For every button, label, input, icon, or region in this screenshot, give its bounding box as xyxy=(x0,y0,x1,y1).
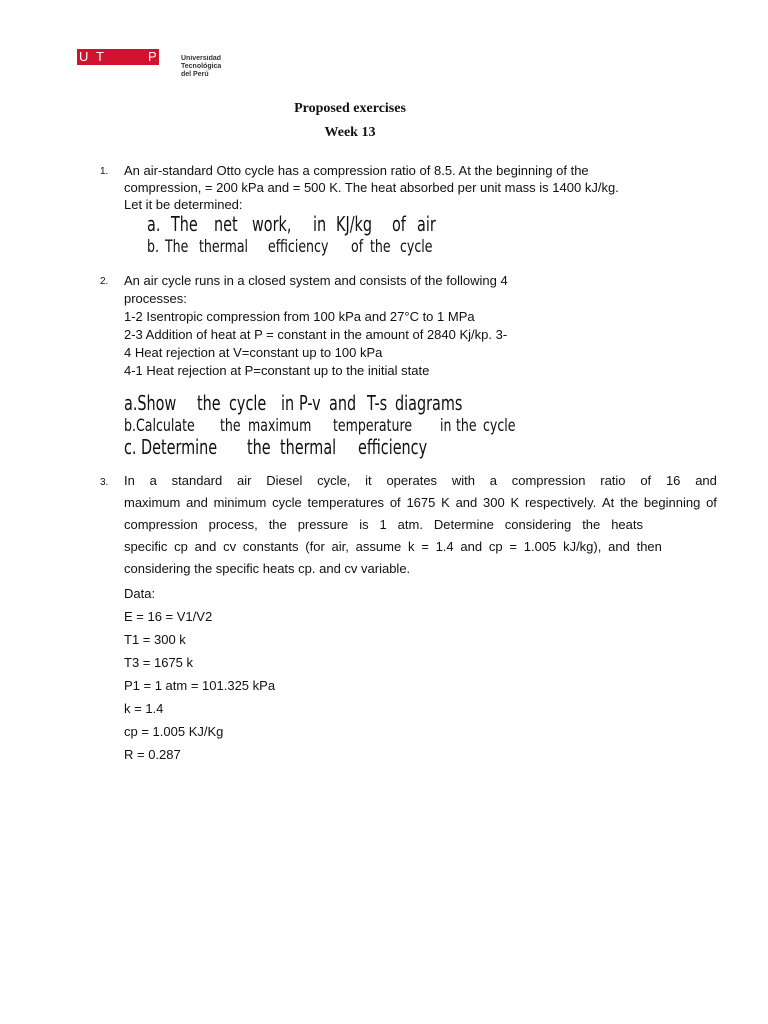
word: c. xyxy=(124,435,137,459)
word: then xyxy=(636,539,662,554)
logo-letter-t: T xyxy=(96,49,104,64)
word: assume xyxy=(355,539,402,554)
word: ratio xyxy=(600,473,626,488)
word: and xyxy=(329,391,357,415)
exercise-2-item-c xyxy=(124,435,428,459)
word: cycle xyxy=(229,391,267,415)
word: 16 xyxy=(665,473,681,488)
word: pressure xyxy=(297,517,349,532)
word: of xyxy=(351,237,364,257)
word: temperature xyxy=(333,416,413,436)
word: the xyxy=(620,495,639,510)
word: and xyxy=(186,495,208,510)
word: and xyxy=(194,539,217,554)
word: At xyxy=(602,495,615,510)
word: a xyxy=(489,473,497,488)
exercise-1-number: 1. xyxy=(100,166,109,177)
word: maximum xyxy=(124,495,181,510)
word: the xyxy=(247,435,271,459)
word: cycle xyxy=(272,495,302,510)
word: beginning xyxy=(643,495,701,510)
word: 1.4 xyxy=(435,539,454,554)
word: 1675 xyxy=(406,495,436,510)
data-item: R = 0.287 xyxy=(124,747,181,762)
data-item: k = 1.4 xyxy=(124,701,164,716)
exercise-2-number: 2. xyxy=(100,276,109,287)
word: air xyxy=(416,212,436,236)
word: and xyxy=(608,539,630,554)
word: = xyxy=(421,539,429,554)
word: the xyxy=(455,416,477,436)
word: it xyxy=(365,473,372,488)
logo-letter-p: P xyxy=(148,49,157,64)
word: of xyxy=(392,212,406,236)
word: and xyxy=(460,539,483,554)
word: of xyxy=(640,473,652,488)
word: cp xyxy=(174,539,188,554)
word: compression xyxy=(511,473,586,488)
word: Diesel xyxy=(266,473,303,488)
word: operates xyxy=(386,473,438,488)
word: efficiency xyxy=(357,435,428,459)
word: air, xyxy=(331,539,349,554)
word: the xyxy=(219,416,241,436)
word: a. xyxy=(147,212,161,236)
word: k xyxy=(407,539,415,554)
word: thermal xyxy=(199,237,249,257)
word: maximum xyxy=(247,416,311,436)
exercise-2-text: An air cycle runs in a closed system and consists of the following 4 processes: 1-2 Isentropic compression from 100 kPa and 27°C to 1 MPa 2-3 Addition of heat at P = constant in the amount of 2840 Kj/kp. 3- 4 Heat rejection at V=constant up to 100 kPa 4-1 Heat rejection at P=constant up to the initial state xyxy=(124,273,508,378)
word: T-s xyxy=(367,391,388,415)
word: 1 xyxy=(379,517,387,532)
word: KJ/kg xyxy=(336,212,373,236)
word: atm. xyxy=(397,517,423,532)
data-heading: Data: xyxy=(124,586,156,601)
word: The xyxy=(171,212,198,236)
word: considering xyxy=(504,517,572,532)
word: air xyxy=(237,473,252,488)
data-item: T1 = 300 k xyxy=(124,632,186,647)
exercise-3-data xyxy=(124,582,275,766)
exercise-2-item-a xyxy=(124,393,484,413)
exercise-1-item-a xyxy=(147,214,443,234)
word: heats xyxy=(611,517,643,532)
word: Determine xyxy=(141,435,218,459)
word: the xyxy=(196,391,221,415)
word: cv xyxy=(223,539,237,554)
word: minimum xyxy=(213,495,267,510)
exercise-1-item-b xyxy=(147,237,444,257)
word: a.Show xyxy=(124,391,177,415)
word: kJ/kg), xyxy=(563,539,602,554)
word: cp xyxy=(488,539,503,554)
word: process, xyxy=(208,517,258,532)
word: temperatures xyxy=(307,495,385,510)
data-item: T3 = 1675 k xyxy=(124,655,194,670)
word: in xyxy=(312,212,326,236)
word: work, xyxy=(252,212,292,236)
exercise-3-text: In a standard air Diesel cycle, it operates with a compression ratio of 16 and maximum and minimum cycle temperatures of 1675 K and 300 K respectively. At the beginning of compression process, the pressure is 1 atm. Determine considering the heats specific cp and cv constants (for air, assume k = 1.4 and cp = 1.005 kJ/kg), and then considering the specific heats cp. and cv variable. xyxy=(124,470,717,580)
word: = xyxy=(509,539,517,554)
word: thermal xyxy=(279,435,337,459)
word: cycle xyxy=(400,237,433,257)
word: b. xyxy=(147,237,159,257)
exercise-1-text: An air-standard Otto cycle has a compression ratio of 8.5. At the beginning of the compression, = 200 kPa and = 500 K. The heat absorbed per unit mass is 1400 kJ/kg. Let it be determined: xyxy=(124,163,619,212)
word: cycle xyxy=(483,416,516,436)
word: constants xyxy=(242,539,299,554)
word: cycle, xyxy=(317,473,351,488)
word: P-v xyxy=(299,391,322,415)
exercise-3-number: 3. xyxy=(100,477,109,488)
word: is xyxy=(359,517,369,532)
word: Determine xyxy=(433,517,494,532)
word: K xyxy=(510,495,520,510)
word: of xyxy=(706,495,717,510)
data-item: cp = 1.005 KJ/Kg xyxy=(124,724,224,739)
word: in xyxy=(281,391,295,415)
word: The xyxy=(165,237,189,257)
page-subtitle: Week 13 xyxy=(324,125,376,140)
word: a xyxy=(149,473,157,488)
logo-letter-u: U xyxy=(79,49,89,64)
word: with xyxy=(451,473,475,488)
word: net xyxy=(213,212,238,236)
word: diagrams xyxy=(395,391,463,415)
word: of xyxy=(389,495,401,510)
word: standard xyxy=(171,473,223,488)
word: the xyxy=(582,517,601,532)
word: b.Calculate xyxy=(124,416,195,436)
word: efficiency xyxy=(267,237,329,257)
word: respectively. xyxy=(524,495,597,510)
exercise-2-item-b xyxy=(124,416,516,436)
university-name: Universidad Tecnológica del Perú xyxy=(181,55,222,78)
word: in xyxy=(440,416,452,436)
word: and xyxy=(455,495,478,510)
word: compression xyxy=(124,517,198,532)
data-item: P1 = 1 atm = 101.325 kPa xyxy=(124,678,276,693)
utp-logo-bar xyxy=(77,49,159,65)
word: and xyxy=(695,473,717,488)
word: K xyxy=(441,495,450,510)
word: 1.005 xyxy=(523,539,557,554)
word: 300 xyxy=(483,495,505,510)
word: specific xyxy=(124,539,168,554)
data-item: E = 16 = V1/V2 xyxy=(124,609,213,624)
word: the xyxy=(268,517,287,532)
word: the xyxy=(369,237,391,257)
word: (for xyxy=(305,539,325,554)
word: In xyxy=(124,473,135,488)
page-title: Proposed exercises xyxy=(294,101,406,116)
